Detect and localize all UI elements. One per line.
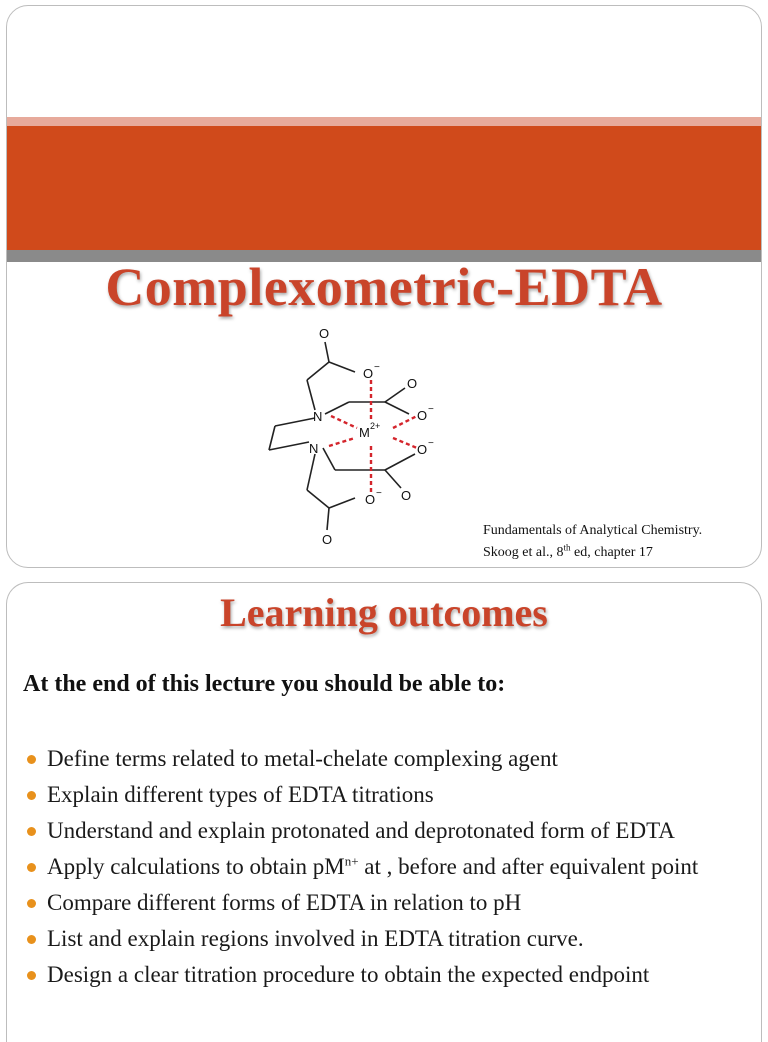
slide-title: Learning outcomes (220, 590, 548, 635)
list-item-text: Understand and explain protonated and deprotonated form of EDTA (47, 818, 675, 843)
bullet-icon (27, 863, 36, 872)
reference-line-2 (483, 542, 702, 564)
atom-o-bottom: O (322, 532, 333, 547)
list-item (23, 923, 751, 954)
atom-o-top: O (319, 326, 330, 341)
list-item (23, 779, 751, 810)
bullet-icon (27, 755, 36, 764)
bullet-icon (27, 899, 36, 908)
list-item-text: Explain different types of EDTA titrations (47, 782, 434, 807)
list-item-text-continued: at , before and after equivalent point (358, 854, 699, 879)
reference-chapter: ed, chapter 17 (570, 545, 653, 560)
bullet-icon (27, 791, 36, 800)
atom-n-bottom: N (309, 441, 319, 456)
intro-text: At the end of this lecture you should be able to: (23, 671, 506, 697)
atom-o-minus-right: O (417, 408, 428, 423)
slide-title: Complexometric-EDTA (105, 257, 663, 317)
list-item (23, 743, 751, 774)
atom-o-right-top: O (407, 376, 418, 391)
charge-superscript: n+ (344, 853, 359, 869)
atom-n-top: N (313, 409, 323, 424)
edta-metal-complex-diagram (245, 318, 465, 562)
atom-o-minus-right2: O (417, 442, 428, 457)
charge-minus-right2: − (428, 438, 434, 449)
atom-o-minus-top: O (363, 366, 374, 381)
reference-edition-suffix: th (563, 542, 571, 553)
metal-charge: 2+ (370, 421, 381, 431)
list-item-text: List and explain regions involved in EDTA titration curve. (47, 926, 584, 951)
header-band (7, 126, 761, 250)
list-item (23, 887, 751, 918)
bullet-icon (27, 827, 36, 836)
bullet-icon (27, 971, 36, 980)
reference-citation (483, 520, 702, 564)
atom-o-minus-bottom: O (365, 492, 376, 507)
list-item-text: Compare different forms of EDTA in relation to pH (47, 890, 522, 915)
outcomes-list (23, 743, 751, 995)
list-item (23, 815, 751, 846)
reference-author: Skoog et al., 8 (483, 545, 564, 560)
list-item-text: Define terms related to metal-chelate complexing agent (47, 746, 558, 771)
atom-metal: M (359, 425, 370, 440)
charge-minus-top: − (374, 362, 380, 373)
list-item-text: Design a clear titration procedure to obtain the expected endpoint (47, 962, 650, 987)
learning-outcomes-slide (6, 582, 762, 1042)
list-item (23, 851, 751, 882)
header-band-light (7, 117, 761, 126)
charge-minus-right: − (428, 404, 434, 415)
bullet-icon (27, 935, 36, 944)
charge-minus-bottom: − (376, 488, 382, 499)
title-slide (6, 5, 762, 568)
reference-line-1: Fundamentals of Analytical Chemistry. (483, 523, 703, 538)
list-item-text: Apply calculations to obtain pM (47, 854, 345, 879)
atom-o-right-bottom: O (401, 488, 412, 503)
list-item (23, 959, 751, 990)
